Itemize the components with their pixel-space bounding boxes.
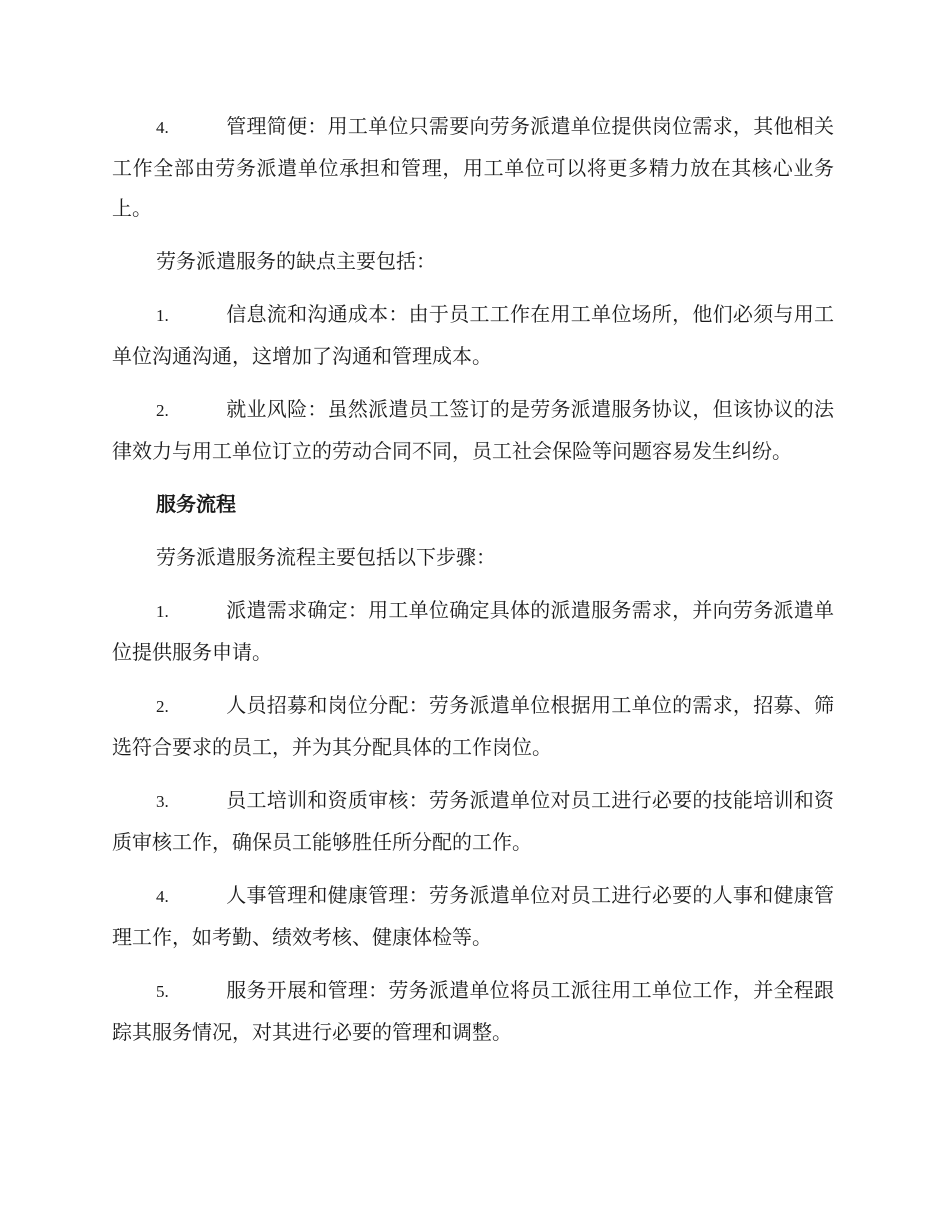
list-number: 4. <box>156 887 169 906</box>
list-item <box>112 106 834 228</box>
paragraph: 劳务派遣服务的缺点主要包括： <box>156 249 436 273</box>
list-number: 1. <box>156 602 169 621</box>
list-text: 管理简便：用工单位只需要向劳务派遣单位提供岗位需求，其他相关工作全部由劳务派遣单位承担和管理，用工单位可以将更多精力放在其核心业务上。 <box>112 114 834 220</box>
list-number: 3. <box>156 792 169 811</box>
list-text: 就业风险：虽然派遣员工签订的是劳务派遣服务协议，但该协议的法律效力与用工单位订立的劳动合同不同，员工社会保险等问题容易发生纠纷。 <box>112 397 834 463</box>
list-number: 4. <box>156 118 169 137</box>
paragraph: 劳务派遣服务流程主要包括以下步骤： <box>156 545 496 569</box>
list-text: 派遣需求确定：用工单位确定具体的派遣服务需求，并向劳务派遣单位提供服务申请。 <box>112 598 834 664</box>
list-item <box>112 780 834 862</box>
list-number: 5. <box>156 982 169 1001</box>
list-item <box>112 294 834 376</box>
document-body <box>112 106 834 1065</box>
list-item <box>112 389 834 471</box>
list-item <box>112 970 834 1052</box>
list-item <box>112 590 834 672</box>
list-item <box>112 875 834 957</box>
list-number: 1. <box>156 306 169 325</box>
list-number: 2. <box>156 401 169 420</box>
list-item <box>112 685 834 767</box>
section-heading: 服务流程 <box>156 492 236 516</box>
list-text: 服务开展和管理：劳务派遣单位将员工派往用工单位工作，并全程跟踪其服务情况，对其进行必要的管理和调整。 <box>112 978 834 1044</box>
list-text: 信息流和沟通成本：由于员工工作在用工单位场所，他们必须与用工单位沟通沟通，这增加了沟通和管理成本。 <box>112 302 834 368</box>
list-number: 2. <box>156 697 169 716</box>
list-text: 人事管理和健康管理：劳务派遣单位对员工进行必要的人事和健康管理工作，如考勤、绩效考核、健康体检等。 <box>112 883 834 949</box>
list-text: 人员招募和岗位分配：劳务派遣单位根据用工单位的需求，招募、筛选符合要求的员工，并为其分配具体的工作岗位。 <box>112 693 834 759</box>
list-text: 员工培训和资质审核：劳务派遣单位对员工进行必要的技能培训和资质审核工作，确保员工能够胜任所分配的工作。 <box>112 788 834 854</box>
